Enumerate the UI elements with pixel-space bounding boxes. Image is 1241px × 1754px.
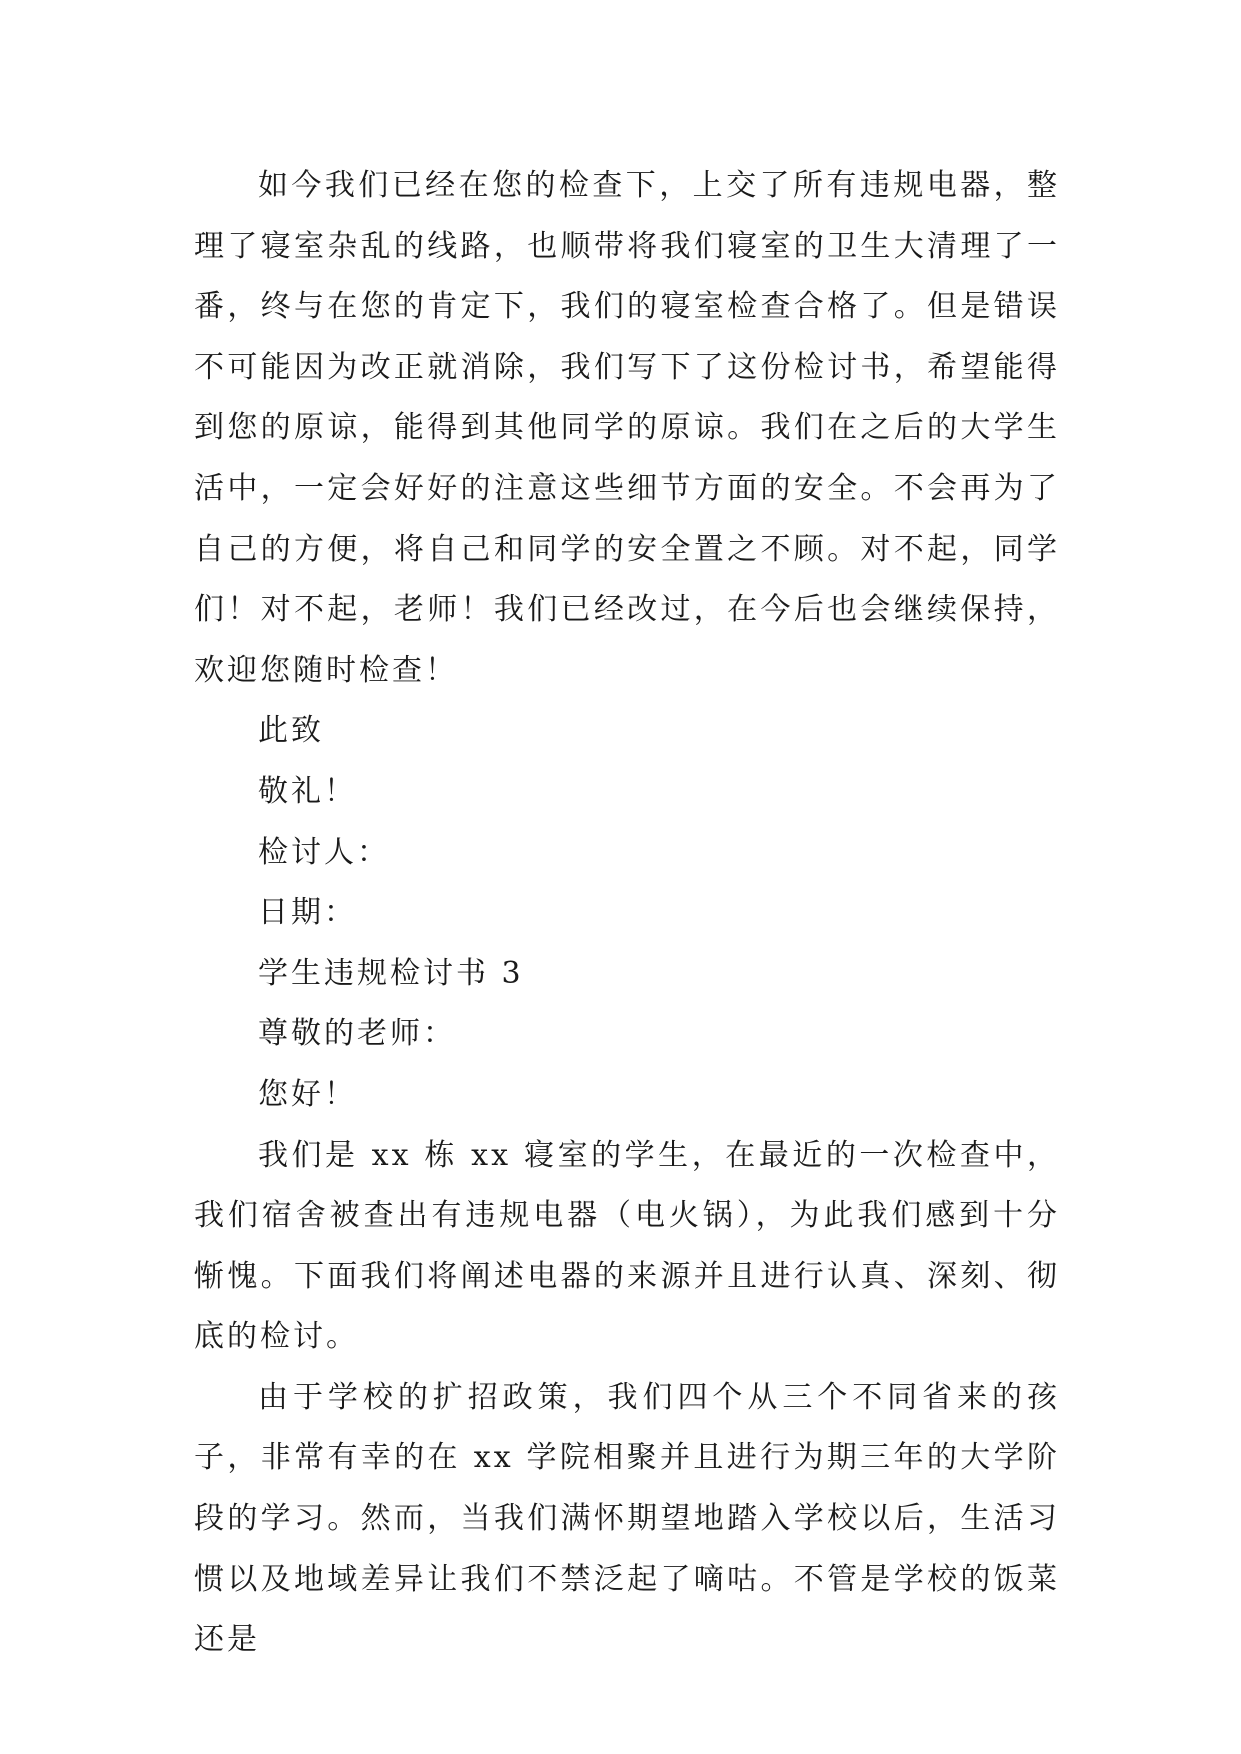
paragraph-background: 由于学校的扩招政策，我们四个从三个不同省来的孩子，非常有幸的在 xx 学院相聚并且进行为期三年的大学阶段的学习。然而，当我们满怀期望地踏入学校以后，生活习惯以及地域差异让我们不禁泛起了嘀咕。不管是学校的饭菜还是 (194, 1379, 1060, 1658)
greeting-line: 您好！ (258, 1076, 357, 1112)
reviewer-line: 检讨人： (258, 834, 390, 870)
salutation-line: 尊敬的老师： (258, 1016, 456, 1052)
document-body (194, 156, 1060, 1671)
section-title: 学生违规检讨书 3 (258, 955, 524, 991)
closing-line: 此致 (258, 713, 324, 749)
paragraph-inspection-passed: 如今我们已经在您的检查下，上交了所有违规电器，整理了寝室杂乱的线路，也顺带将我们寝室的卫生大清理了一番，终与在您的肯定下，我们的寝室检查合格了。但是错误不可能因为改正就消除，我们写下了这份检讨书，希望能得到您的原谅，能得到其他同学的原谅。我们在之后的大学生活中，一定会好好的注意这些细节方面的安全。不会再为了自己的方便，将自己和同学的安全置之不顾。对不起，同学们！对不起，老师！我们已经改过，在今后也会继续保持，欢迎您随时检查！ (194, 168, 1060, 688)
salute-line: 敬礼！ (258, 773, 357, 809)
paragraph-violation: 我们是 xx 栋 xx 寝室的学生，在最近的一次检查中，我们宿舍被查出有违规电器（电火锅），为此我们感到十分惭愧。下面我们将阐述电器的来源并且进行认真、深刻、彻底的检讨。 (194, 1137, 1060, 1355)
date-line: 日期： (258, 895, 357, 931)
